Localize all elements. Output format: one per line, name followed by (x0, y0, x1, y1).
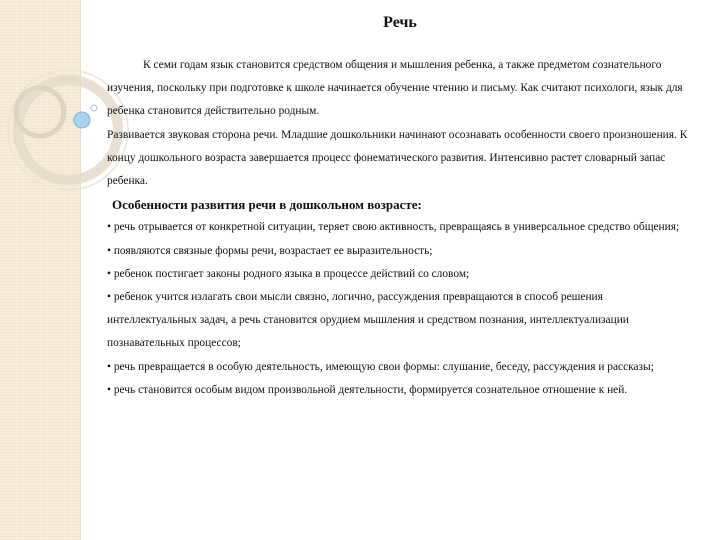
paragraph-2: Развивается звуковая сторона речи. Младшие дошкольники начинают осознавать особенности своего произношения. К концу дошкольного возраста завершается процесс фонематического развития. Интенсивно растет словарный запас ребенка. (107, 128, 688, 188)
blue-dot-small (91, 105, 97, 111)
content-body (107, 54, 692, 402)
page-title: Речь (383, 14, 417, 31)
bullet-item: • появляются связные формы речи, возрастает ее выразительность; (107, 244, 433, 257)
large-ring (18, 80, 118, 180)
paragraph-1: К семи годам язык становится средством общения и мышления ребенка, а также предметом сознательного изучения, поскольку при подготовке к школе начинается обучение чтению и письму. Как считают психологи, язык для ребенка становится действительно родным. (107, 59, 683, 118)
bullet-item: • речь становится особым видом произвольной деятельности, формируется сознательное отношение к ней. (107, 383, 628, 396)
section-subtitle: Особенности развития речи в дошкольном возрасте: (112, 197, 422, 213)
bullet-item: • ребенок постигает законы родного языка в процессе действий со словом; (107, 267, 470, 280)
bullet-item: • речь превращается в особую деятельность, имеющую свои формы: слушание, беседу, рассуждения и рассказы; (107, 360, 654, 373)
bullet-item: • ребенок учится излагать свои мысли связно, логично, рассуждения превращаются в способ решения интеллектуальных задач, а речь становится орудием мышления и средством познания, интеллектуализации познавательных процессов; (107, 291, 629, 350)
blue-dot-large (74, 112, 90, 128)
bullet-item: • речь отрывается от конкретной ситуации, теряет свою активность, превращаясь в универсальное средство общения; (107, 221, 680, 234)
